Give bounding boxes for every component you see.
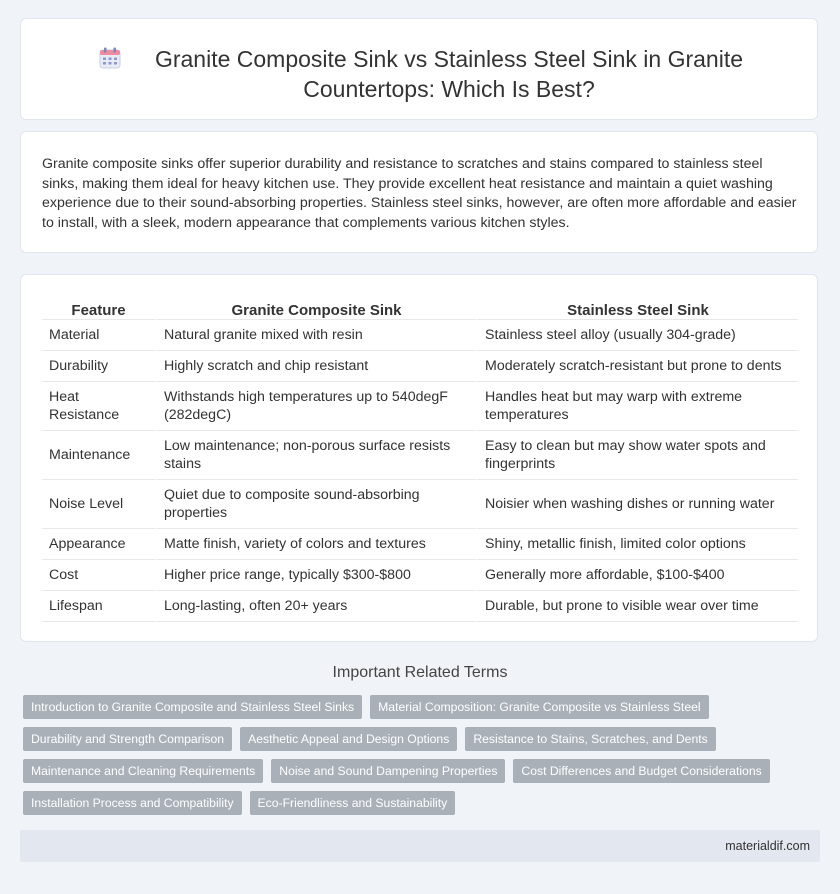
related-term-tag[interactable]: Noise and Sound Dampening Properties bbox=[271, 759, 505, 783]
granite-cell: Long-lasting, often 20+ years bbox=[155, 591, 476, 622]
column-header-feature: Feature bbox=[42, 297, 155, 320]
granite-cell: Highly scratch and chip resistant bbox=[155, 351, 476, 382]
related-term-tag[interactable]: Aesthetic Appeal and Design Options bbox=[240, 727, 457, 751]
related-term-tag[interactable]: Material Composition: Granite Composite vs Stainless Steel bbox=[370, 695, 708, 719]
stainless-cell: Stainless steel alloy (usually 304-grade) bbox=[476, 320, 798, 351]
granite-cell: Withstands high temperatures up to 540degF (282degC) bbox=[155, 382, 476, 431]
feature-cell: Cost bbox=[42, 560, 155, 591]
feature-cell: Material bbox=[42, 320, 155, 351]
table-row bbox=[42, 431, 798, 480]
stainless-cell: Handles heat but may warp with extreme temperatures bbox=[476, 382, 798, 431]
stainless-cell: Durable, but prone to visible wear over time bbox=[476, 591, 798, 622]
granite-cell: Quiet due to composite sound-absorbing properties bbox=[155, 480, 476, 529]
comparison-table bbox=[42, 297, 798, 622]
related-term-tag[interactable]: Eco-Friendliness and Sustainability bbox=[250, 791, 456, 815]
related-term-tag[interactable]: Durability and Strength Comparison bbox=[23, 727, 232, 751]
feature-cell: Heat Resistance bbox=[42, 382, 155, 431]
granite-cell: Low maintenance; non-porous surface resists stains bbox=[155, 431, 476, 480]
granite-cell: Matte finish, variety of colors and textures bbox=[155, 529, 476, 560]
related-term-tag[interactable]: Cost Differences and Budget Considerations bbox=[513, 759, 769, 783]
intro-paragraph: Granite composite sinks offer superior durability and resistance to scratches and stains compared to stainless steel sinks, making them ideal for heavy kitchen use. They provide excellent heat resistance and maintain a quiet washing experience due to their sound-absorbing properties. Stainless steel sinks, however, are often more affordable and easier to install, with a sleek, modern appearance that complements various kitchen styles. bbox=[42, 156, 797, 231]
related-term-tag[interactable]: Installation Process and Compatibility bbox=[23, 791, 242, 815]
stainless-cell: Noisier when washing dishes or running water bbox=[476, 480, 798, 529]
feature-cell: Appearance bbox=[42, 529, 155, 560]
column-header-granite: Granite Composite Sink bbox=[155, 297, 476, 320]
granite-cell: Higher price range, typically $300-$800 bbox=[155, 560, 476, 591]
related-terms-title: Important Related Terms bbox=[332, 664, 508, 681]
feature-cell: Lifespan bbox=[42, 591, 155, 622]
table-row bbox=[42, 320, 798, 351]
column-header-stainless: Stainless Steel Sink bbox=[476, 297, 798, 320]
feature-cell: Durability bbox=[42, 351, 155, 382]
comparison-table-card bbox=[20, 274, 818, 642]
related-term-tag[interactable]: Maintenance and Cleaning Requirements bbox=[23, 759, 263, 783]
table-row bbox=[42, 529, 798, 560]
stainless-cell: Shiny, metallic finish, limited color options bbox=[476, 529, 798, 560]
table-row bbox=[42, 382, 798, 431]
table-header-row bbox=[42, 297, 798, 320]
table-row bbox=[42, 560, 798, 591]
feature-cell: Noise Level bbox=[42, 480, 155, 529]
feature-cell: Maintenance bbox=[42, 431, 155, 480]
stainless-cell: Moderately scratch-resistant but prone to dents bbox=[476, 351, 798, 382]
title-card bbox=[20, 18, 818, 120]
stainless-cell: Generally more affordable, $100-$400 bbox=[476, 560, 798, 591]
footer-site-link[interactable]: materialdif.com bbox=[725, 839, 810, 853]
granite-cell: Natural granite mixed with resin bbox=[155, 320, 476, 351]
table-row bbox=[42, 591, 798, 622]
stainless-cell: Easy to clean but may show water spots and fingerprints bbox=[476, 431, 798, 480]
table-row bbox=[42, 351, 798, 382]
related-term-tag[interactable]: Resistance to Stains, Scratches, and Dents bbox=[465, 727, 715, 751]
intro-card bbox=[20, 131, 818, 253]
related-term-tag[interactable]: Introduction to Granite Composite and Stainless Steel Sinks bbox=[23, 695, 362, 719]
page-title: Granite Composite Sink vs Stainless Steel Sink in Granite Countertops: Which Is Best? bbox=[154, 46, 744, 102]
table-row bbox=[42, 480, 798, 529]
footer bbox=[20, 830, 820, 862]
related-terms-list bbox=[23, 695, 803, 823]
